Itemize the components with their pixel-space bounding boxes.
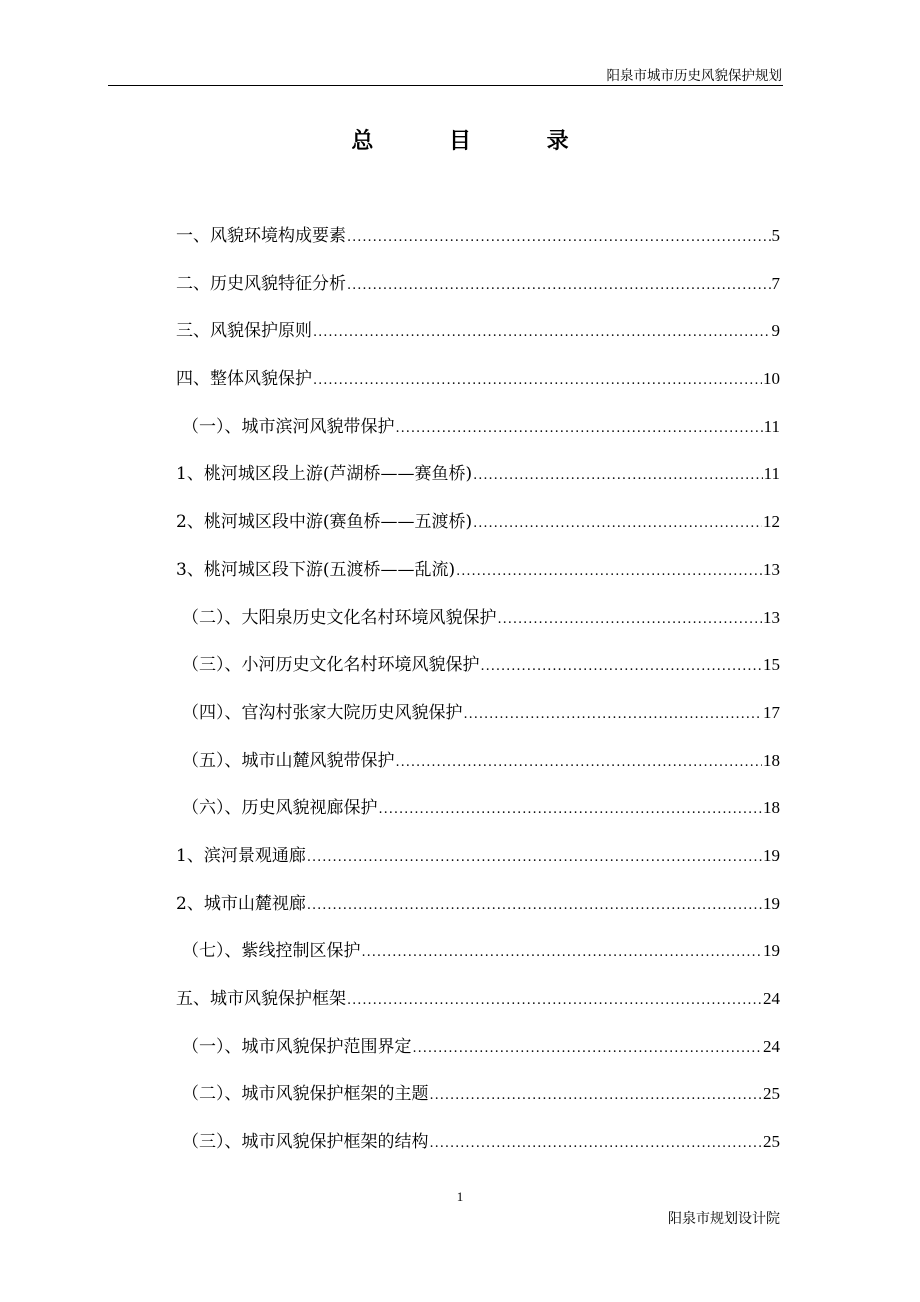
toc-dot-leader — [307, 850, 762, 865]
table-of-contents — [176, 221, 780, 1175]
toc-dot-leader — [362, 945, 763, 960]
toc-entry-label: （二）、大阳泉历史文化名村环境风貌保护 — [182, 607, 497, 628]
toc-entry-label: （五）、城市山麓风貌带保护 — [182, 750, 395, 771]
toc-dot-leader — [347, 993, 762, 1008]
toc-entry-page: 18 — [763, 798, 780, 818]
toc-dot-leader — [430, 1136, 763, 1151]
toc-entry[interactable] — [176, 412, 780, 460]
toc-entry[interactable] — [176, 841, 780, 889]
toc-dot-leader — [347, 278, 771, 293]
toc-entry-label: （七）、紫线控制区保护 — [182, 941, 361, 962]
toc-entry-page: 17 — [763, 702, 780, 722]
toc-dot-leader — [307, 898, 762, 913]
toc-entry-label: 二、历史风貌特征分析 — [176, 273, 346, 294]
toc-entry[interactable] — [176, 746, 780, 794]
toc-dot-leader — [413, 1041, 763, 1056]
page-title: 总 目 录 — [351, 129, 603, 154]
toc-entry[interactable] — [176, 1032, 780, 1080]
toc-entry-label: 一、风貌环境构成要素 — [176, 226, 346, 246]
toc-entry-label: 3、桃河城区段下游(五渡桥——乱流) — [176, 559, 456, 580]
toc-entry-label: 五、城市风貌保护框架 — [176, 989, 346, 1009]
toc-dot-leader — [347, 230, 771, 245]
toc-entry-label: （一）、城市滨河风貌带保护 — [182, 416, 395, 437]
toc-entry-page: 13 — [763, 559, 780, 579]
toc-entry-label: （二）、城市风貌保护框架的主题 — [182, 1084, 429, 1105]
toc-entry[interactable] — [176, 221, 780, 269]
toc-entry[interactable] — [176, 1127, 780, 1175]
toc-entry-label: （三）、城市风貌保护框架的结构 — [182, 1132, 429, 1153]
toc-entry-label: 1、桃河城区段上游(芦湖桥——赛鱼桥) — [176, 464, 473, 485]
toc-dot-leader — [396, 421, 763, 436]
page-number: 1 — [456, 1189, 464, 1204]
toc-entry[interactable] — [176, 603, 780, 651]
toc-entry-page: 19 — [763, 845, 780, 865]
toc-entry[interactable] — [176, 650, 780, 698]
toc-entry-page: 15 — [763, 655, 780, 675]
toc-entry[interactable] — [176, 698, 780, 746]
toc-entry-page: 19 — [763, 893, 780, 913]
running-header: 阳泉市城市历史风貌保护规划 — [606, 68, 782, 84]
toc-entry[interactable] — [176, 459, 780, 507]
toc-entry-label: （一）、城市风貌保护范围界定 — [182, 1036, 412, 1057]
toc-entry-page: 9 — [771, 321, 780, 341]
toc-dot-leader — [473, 516, 762, 531]
toc-entry-label: 三、风貌保护原则 — [176, 321, 312, 342]
toc-dot-leader — [464, 707, 763, 722]
toc-dot-leader — [313, 373, 762, 388]
toc-entry-label: 四、整体风貌保护 — [176, 369, 312, 390]
toc-entry-page: 12 — [763, 512, 780, 532]
toc-entry-label: 2、城市山麓视廊 — [176, 893, 306, 914]
toc-entry[interactable] — [176, 364, 780, 412]
toc-entry-page: 25 — [763, 1132, 780, 1152]
toc-entry[interactable] — [176, 1079, 780, 1127]
toc-entry[interactable] — [176, 793, 780, 841]
toc-entry-page: 5 — [771, 226, 780, 245]
toc-entry[interactable] — [176, 889, 780, 937]
toc-entry-label: （六）、历史风貌视廊保护 — [182, 798, 378, 819]
toc-dot-leader — [456, 564, 762, 579]
toc-dot-leader — [498, 612, 763, 627]
toc-entry-page: 7 — [771, 273, 780, 293]
toc-entry-label: 1、滨河景观通廊 — [176, 845, 306, 866]
toc-entry[interactable] — [176, 936, 780, 984]
toc-entry-page: 11 — [763, 416, 780, 436]
toc-entry-label: （四）、官沟村张家大院历史风貌保护 — [182, 702, 463, 723]
toc-entry-page: 10 — [763, 369, 780, 389]
toc-entry-page: 24 — [763, 1036, 780, 1056]
toc-entry[interactable] — [176, 555, 780, 603]
toc-entry-page: 24 — [763, 989, 780, 1008]
toc-dot-leader — [313, 325, 771, 340]
toc-entry-page: 18 — [763, 750, 780, 770]
toc-entry[interactable] — [176, 507, 780, 555]
toc-entry-label: 2、桃河城区段中游(赛鱼桥——五渡桥) — [176, 512, 473, 533]
toc-entry-page: 19 — [763, 941, 780, 961]
header-rule — [108, 85, 783, 86]
toc-entry[interactable] — [176, 269, 780, 317]
footer-organization: 阳泉市规划设计院 — [668, 1211, 780, 1227]
toc-entry-page: 25 — [763, 1084, 780, 1104]
toc-entry-label: （三）、小河历史文化名村环境风貌保护 — [182, 655, 480, 676]
toc-dot-leader — [430, 1088, 763, 1103]
toc-entry[interactable] — [176, 316, 780, 364]
toc-entry-page: 13 — [763, 607, 780, 627]
toc-dot-leader — [481, 659, 763, 674]
toc-entry[interactable] — [176, 984, 780, 1032]
toc-dot-leader — [379, 802, 763, 817]
toc-dot-leader — [396, 755, 763, 770]
toc-dot-leader — [473, 468, 763, 483]
toc-entry-page: 11 — [763, 464, 780, 484]
